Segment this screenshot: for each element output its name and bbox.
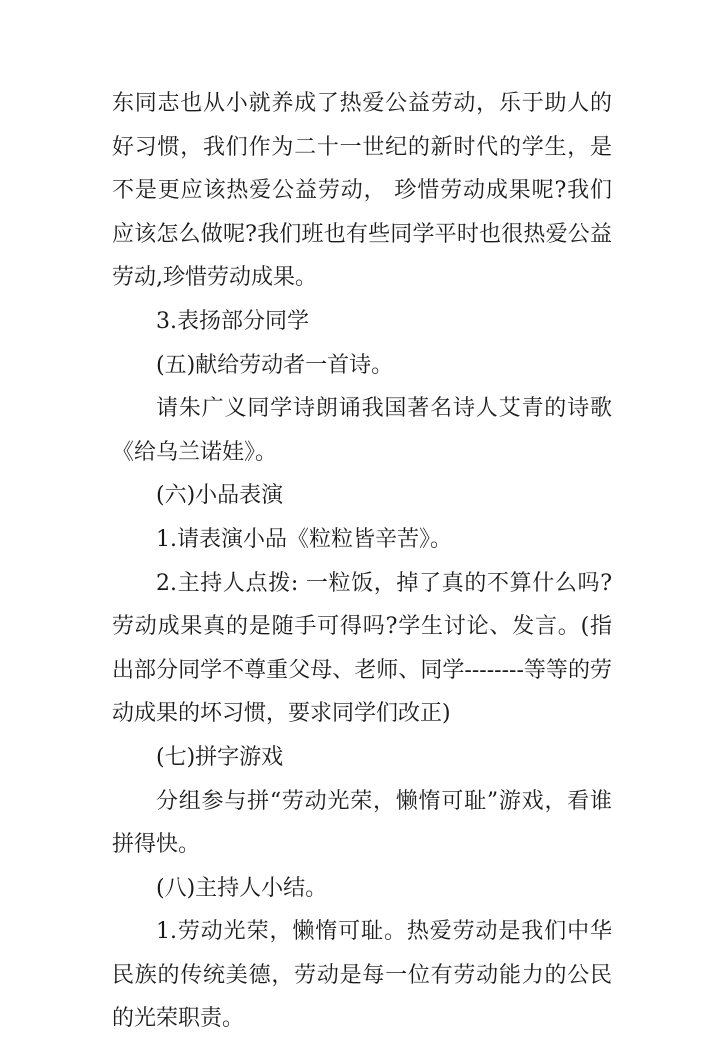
- paragraph-word-game: 分组参与拼“劳动光荣，懒惰可耻”游戏，看谁拼得快。: [112, 788, 612, 858]
- paragraph-continuation: 东同志也从小就养成了热爱公益劳动，乐于助人的好习惯，我们作为二十一世纪的新时代的学生，是不是更应该热爱公益劳动， 珍惜劳动成果呢?我们应该怎么做呢?我们班也有些同学平时也很热爱公益劳动,珍惜劳动成果。: [112, 91, 612, 291]
- paragraph-praise-students: 3.表扬部分同学: [156, 308, 309, 334]
- paragraph-host-guidance: 2.主持人点拨: 一粒饭，掉了真的不算什么吗?劳动成果真的是随手可得吗?学生讨论、发言。(指出部分同学不尊重父母、老师、同学--------等等的劳动成果的坏习惯，要求同学们改正): [112, 570, 612, 727]
- section-heading-summary: (八)主持人小结。: [156, 875, 328, 901]
- section-heading-word-game: (七)拼字游戏: [156, 744, 284, 770]
- paragraph-summary: 1.劳动光荣，懒惰可耻。热爱劳动是我们中华民族的传统美德，劳动是每一位有劳动能力的公民的光荣职责。: [112, 919, 612, 1032]
- section-heading-skit: (六)小品表演: [156, 483, 284, 509]
- paragraph-skit-performance: 1.请表演小品《粒粒皆辛苦》。: [156, 526, 452, 552]
- paragraph-poem-recitation: 请朱广义同学诗朗诵我国著名诗人艾青的诗歌《给乌兰诺娃》。: [112, 396, 612, 465]
- document-body: [112, 82, 612, 1041]
- section-heading-poem: (五)献给劳动者一首诗。: [156, 352, 394, 378]
